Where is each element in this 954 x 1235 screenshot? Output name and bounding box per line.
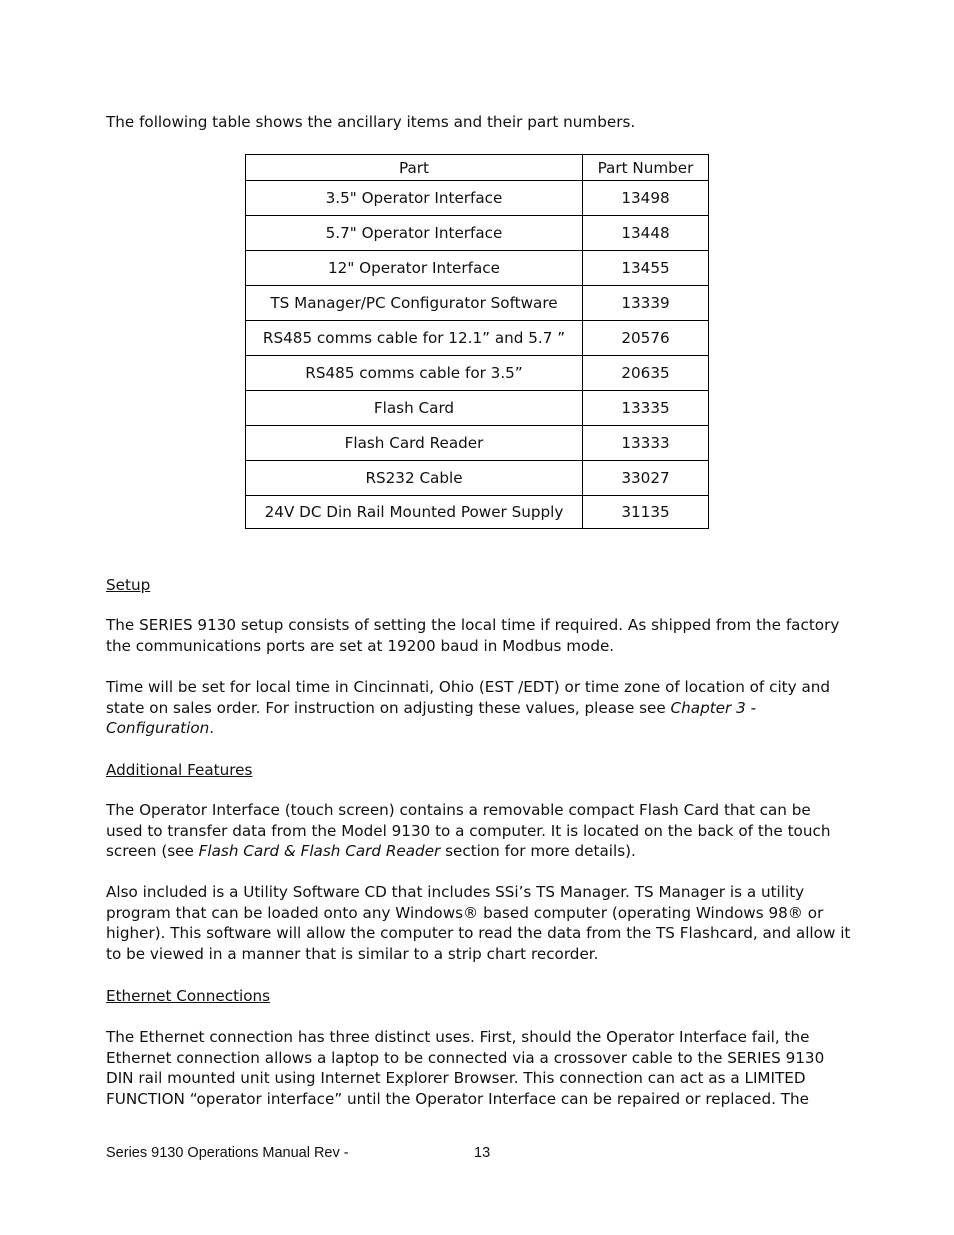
part-number-cell: 13498: [583, 181, 709, 216]
part-number-cell: 13335: [583, 391, 709, 426]
parts-table: [245, 154, 709, 529]
part-name-cell: RS232 Cable: [246, 461, 583, 496]
table-row: [246, 496, 709, 529]
table-row: [246, 356, 709, 391]
part-number-cell: 13339: [583, 286, 709, 321]
flash-card-reference: Flash Card & Flash Card Reader: [198, 842, 441, 860]
part-name-cell: RS485 comms cable for 3.5”: [246, 356, 583, 391]
part-number-cell: 13448: [583, 216, 709, 251]
additional-paragraph-2: Also included is a Utility Software CD that includes SSi’s TS Manager. TS Manager is a utility program that can be loaded onto any Windows® based computer (operating Windows 98® or higher). This software will allow the computer to read the data from the TS Flashcard, and allow it to be viewed in a manner that is similar to a strip chart recorder.: [106, 883, 851, 963]
part-name-cell: TS Manager/PC Configurator Software: [246, 286, 583, 321]
part-name-cell: 12" Operator Interface: [246, 251, 583, 286]
setup-paragraph-2-text: Time will be set for local time in Cincinnati, Ohio (EST /EDT) or time zone of location of city and state on sales order. For instruction on adjusting these values, please see: [106, 678, 831, 717]
footer-title: Series 9130 Operations Manual Rev -: [106, 1145, 349, 1161]
ethernet-paragraph-1: The Ethernet connection has three distinct uses. First, should the Operator Interface fail, the Ethernet connection allows a laptop to be connected via a crossover cable to the SERIES 9130 DIN rail mounted unit using Internet Explorer Browser. This connection can act as a LIMITED FUNCTION “operator interface” until the Operator Interface can be repaired or replaced. The: [106, 1028, 825, 1108]
part-name-cell: RS485 comms cable for 12.1” and 5.7 ”: [246, 321, 583, 356]
table-row: [246, 181, 709, 216]
part-name-cell: 24V DC Din Rail Mounted Power Supply: [246, 496, 583, 529]
part-name-cell: 5.7" Operator Interface: [246, 216, 583, 251]
ethernet-heading: Ethernet Connections: [106, 987, 271, 1005]
part-name-cell: Flash Card: [246, 391, 583, 426]
table-row: [246, 251, 709, 286]
additional-features-heading: Additional Features: [106, 761, 253, 779]
part-name-cell: 3.5" Operator Interface: [246, 181, 583, 216]
additional-paragraph-1-end: section for more details).: [440, 842, 636, 860]
chapter-reference: Chapter 3 - Configuration: [106, 698, 757, 737]
part-number-cell: 31135: [583, 496, 709, 529]
setup-paragraph-2: [106, 677, 851, 739]
table-header-row: [246, 155, 709, 181]
setup-paragraph-1: The SERIES 9130 setup consists of setting the local time if required. As shipped from the factory the communications ports are set at 19200 baud in Modbus mode.: [106, 616, 840, 655]
table-row: [246, 461, 709, 496]
column-header-part: Part: [246, 155, 583, 181]
setup-paragraph-2-end: .: [209, 719, 215, 737]
part-number-cell: 13333: [583, 426, 709, 461]
part-number-cell: 20576: [583, 321, 709, 356]
footer-page-number: 13: [474, 1145, 491, 1161]
table-row: [246, 286, 709, 321]
column-header-part-number: Part Number: [583, 155, 709, 181]
part-name-cell: Flash Card Reader: [246, 426, 583, 461]
table-row: [246, 426, 709, 461]
part-number-cell: 33027: [583, 461, 709, 496]
part-number-cell: 13455: [583, 251, 709, 286]
part-number-cell: 20635: [583, 356, 709, 391]
table-row: [246, 321, 709, 356]
table-row: [246, 391, 709, 426]
table-row: [246, 216, 709, 251]
additional-paragraph-1-text: The Operator Interface (touch screen) contains a removable compact Flash Card that can be used to transfer data from the Model 9130 to a computer. It is located on the back of the touch screen (see: [106, 801, 831, 860]
intro-text: The following table shows the ancillary items and their part numbers.: [106, 113, 636, 131]
additional-paragraph-1: [106, 800, 851, 862]
setup-heading: Setup: [106, 576, 151, 594]
